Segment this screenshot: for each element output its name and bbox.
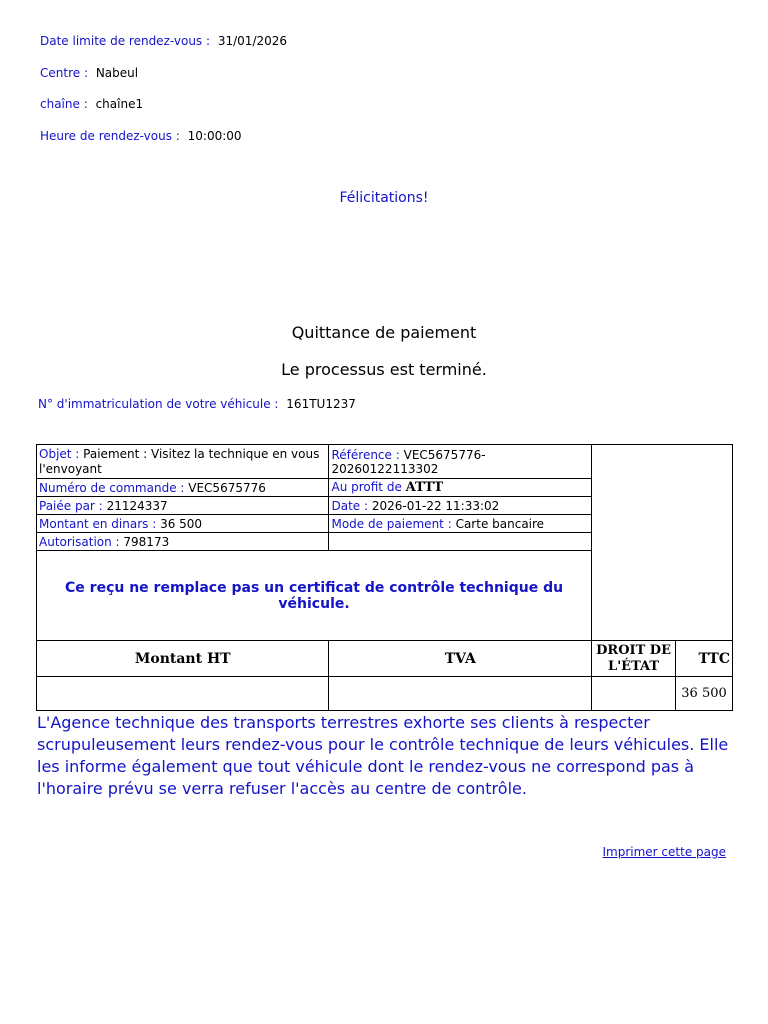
montant-label: Montant en dinars : — [39, 516, 157, 531]
objet-cell — [37, 445, 329, 479]
header-montant-ht: Montant HT — [37, 641, 329, 677]
centre-line — [40, 66, 138, 80]
reference-value: VEC5675776-20260122113302 — [331, 447, 486, 476]
warning-text: L'Agence technique des transports terrestres exhorte ses clients à respecter scrupuleusement leurs rendez-vous pour le contrôle technique de leurs véhicules. Elle les informe également que tout véhicule dont le rendez-vous ne correspond pas à l'horaire prévu se verra refuser l'accès au centre de contrôle. — [37, 713, 729, 798]
chaine-value: chaîne1 — [95, 97, 144, 111]
header-droit-etat: DROIT DE L'ÉTAT — [592, 641, 676, 677]
payee-cell — [37, 497, 329, 515]
profit-value: ATTT — [405, 480, 444, 495]
plate-line — [38, 397, 356, 411]
centre-label: Centre : — [40, 66, 88, 80]
centre-value: Nabeul — [95, 66, 139, 80]
autorisation-value: 798173 — [123, 534, 170, 549]
plate-label: N° d'immatriculation de votre véhicule : — [38, 397, 279, 411]
autorisation-label: Autorisation : — [39, 534, 120, 549]
mode-label: Mode de paiement : — [331, 516, 452, 531]
receipt-table — [36, 444, 733, 711]
header-tva: TVA — [329, 641, 592, 677]
mode-value: Carte bancaire — [455, 516, 545, 531]
notice-text: Ce reçu ne remplace pas un certificat de contrôle technique du véhicule. — [65, 579, 564, 612]
heure-value: 10:00:00 — [187, 129, 242, 143]
heure-label: Heure de rendez-vous : — [40, 129, 180, 143]
montant-value: 36 500 — [160, 516, 203, 531]
reference-cell — [329, 445, 592, 479]
cell-ttc: 36 500 — [676, 677, 733, 711]
congratulations-text: Félicitations! — [339, 190, 429, 206]
empty-cell — [329, 533, 592, 551]
table-row — [37, 677, 733, 711]
page-subtitle: Le processus est terminé. — [281, 360, 487, 379]
autorisation-cell — [37, 533, 329, 551]
objet-value: Paiement : Visitez la technique en vous l'envoyant — [39, 446, 320, 476]
reference-label: Référence : — [331, 447, 400, 462]
deadline-value: 31/01/2026 — [217, 34, 288, 48]
deadline-label: Date limite de rendez-vous : — [40, 34, 211, 48]
notice-cell — [37, 551, 592, 641]
payee-label: Paiée par : — [39, 498, 103, 513]
commande-cell — [37, 479, 329, 497]
profit-label: Au profit de — [331, 480, 402, 494]
cell-tva — [329, 677, 592, 711]
plate-value: 161TU1237 — [286, 397, 356, 411]
commande-label: Numéro de commande : — [39, 480, 185, 495]
chaine-label: chaîne : — [40, 97, 88, 111]
empty-side-cell — [592, 445, 733, 641]
commande-value: VEC5675776 — [188, 480, 266, 495]
heure-line — [40, 129, 242, 143]
deadline-line — [40, 34, 287, 48]
date-value: 2026-01-22 11:33:02 — [371, 498, 500, 513]
date-label: Date : — [331, 498, 369, 513]
montant-cell — [37, 515, 329, 533]
profit-cell — [329, 479, 592, 497]
page-title: Quittance de paiement — [291, 323, 477, 342]
objet-label: Objet : — [39, 446, 80, 461]
table-row — [37, 445, 733, 479]
print-page-link[interactable]: Imprimer cette page — [602, 845, 726, 859]
table-header-row — [37, 641, 733, 677]
mode-cell — [329, 515, 592, 533]
date-cell — [329, 497, 592, 515]
header-ttc: TTC — [676, 641, 733, 677]
cell-montant-ht — [37, 677, 329, 711]
payee-value: 21124337 — [106, 498, 168, 513]
chaine-line — [40, 97, 143, 111]
cell-droit-etat — [592, 677, 676, 711]
